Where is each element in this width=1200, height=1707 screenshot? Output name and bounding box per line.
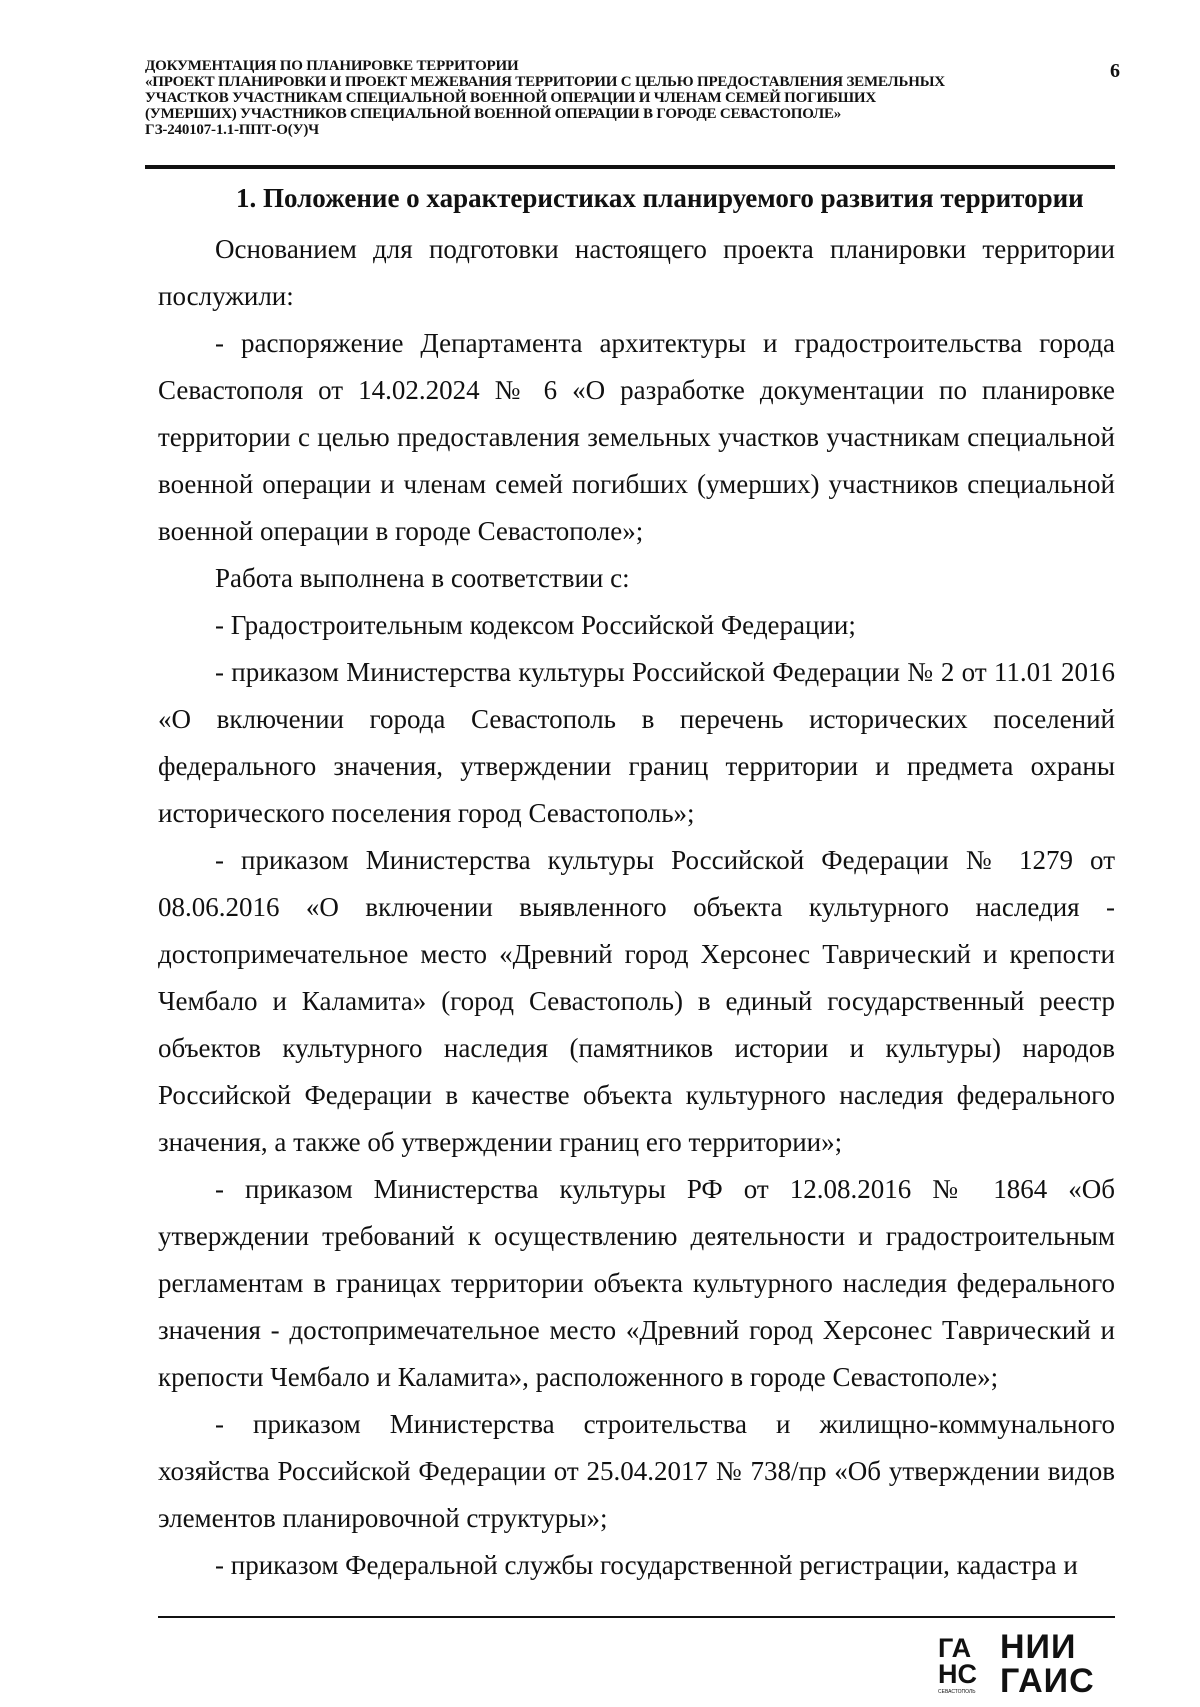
logo-text — [1000, 1630, 1095, 1698]
company-logo — [938, 1630, 1118, 1700]
paragraph: - приказом Министерства культуры РФ от 12.08.2016 № 1864 «Об утверждении требований к осуществлению деятельности и градостроительным регламентам в границах территории объекта культурного наследия федерального значения - достопримечательное место «Древний город Херсонес Таврический и крепости Чембало и Каламита», расположенного в городе Севастополе»; — [158, 1174, 1115, 1392]
header-line: (УМЕРШИХ) УЧАСТНИКОВ СПЕЦИАЛЬНОЙ ВОЕННОЙ ОПЕРАЦИИ В ГОРОДЕ СЕВАСТОПОЛЕ» — [145, 106, 842, 122]
paragraph: - распоряжение Департамента архитектуры и градостроительства города Севастополя от 14.02.2024 № 6 «О разработке документации по планировке территории с целью предоставления земельных участков участникам специальной военной операции и членам семей погибших (умерших) участников специальной военной операции в городе Севастополе»; — [158, 328, 1115, 546]
logo-line-2: ГАИС — [1000, 1662, 1095, 1700]
paragraph: Основанием для подготовки настоящего проекта планировки территории послужили: — [158, 234, 1115, 311]
logo-mark-bottom: НС — [938, 1659, 977, 1689]
section-title: 1. Положение о характеристиках планируемого развития территории — [236, 183, 1084, 213]
paragraph: - Градостроительным кодексом Российской Федерации; — [215, 610, 856, 640]
logo-line-1: НИИ — [1000, 1628, 1077, 1666]
paragraph: Работа выполнена в соответствии с: — [215, 563, 630, 593]
logo-mark-icon — [938, 1633, 988, 1695]
header-line: ДОКУМЕНТАЦИЯ ПО ПЛАНИРОВКЕ ТЕРРИТОРИИ — [145, 58, 519, 74]
page-number: 6 — [1110, 60, 1120, 82]
paragraph: - приказом Федеральной службы государственной регистрации, кадастра и — [215, 1550, 1078, 1580]
header-divider — [145, 165, 1115, 169]
paragraph: - приказом Министерства культуры Российской Федерации № 2 от 11.01 2016 «О включении города Севастополь в перечень исторических поселений федерального значения, утверждении границ территории и предмета охраны исторического поселения город Севастополь»; — [158, 657, 1115, 828]
logo-mark-caption: СЕВАСТОПОЛЬ — [938, 1689, 976, 1695]
document-header — [145, 58, 1075, 138]
footer-divider — [158, 1616, 1115, 1618]
paragraph: - приказом Министерства культуры Российской Федерации № 1279 от 08.06.2016 «О включении выявленного объекта культурного наследия - достопримечательное место «Древний город Херсонес Таврический и крепости Чембало и Каламита» (город Севастополь) в единый государственный реестр объектов культурного наследия (памятников истории и культуры) народов Российской Федерации в качестве объекта культурного наследия федерального значения, а также об утверждении границ его территории»; — [158, 845, 1115, 1157]
paragraph: - приказом Министерства строительства и жилищно-коммунального хозяйства Российской Федерации от 25.04.2017 № 738/пр «Об утверждении видов элементов планировочной структуры»; — [158, 1409, 1115, 1533]
header-line: УЧАСТКОВ УЧАСТНИКАМ СПЕЦИАЛЬНОЙ ВОЕННОЙ ОПЕРАЦИИ И ЧЛЕНАМ СЕМЕЙ ПОГИБШИХ — [145, 90, 877, 106]
logo-mark-top: ГА — [938, 1633, 972, 1663]
document-code: ГЗ-240107-1.1-ППТ-О(У)Ч — [145, 122, 319, 138]
document-body — [158, 178, 1115, 1589]
header-line: «ПРОЕКТ ПЛАНИРОВКИ И ПРОЕКТ МЕЖЕВАНИЯ ТЕРРИТОРИИ С ЦЕЛЬЮ ПРЕДОСТАВЛЕНИЯ ЗЕМЕЛЬНЫХ — [145, 74, 945, 90]
